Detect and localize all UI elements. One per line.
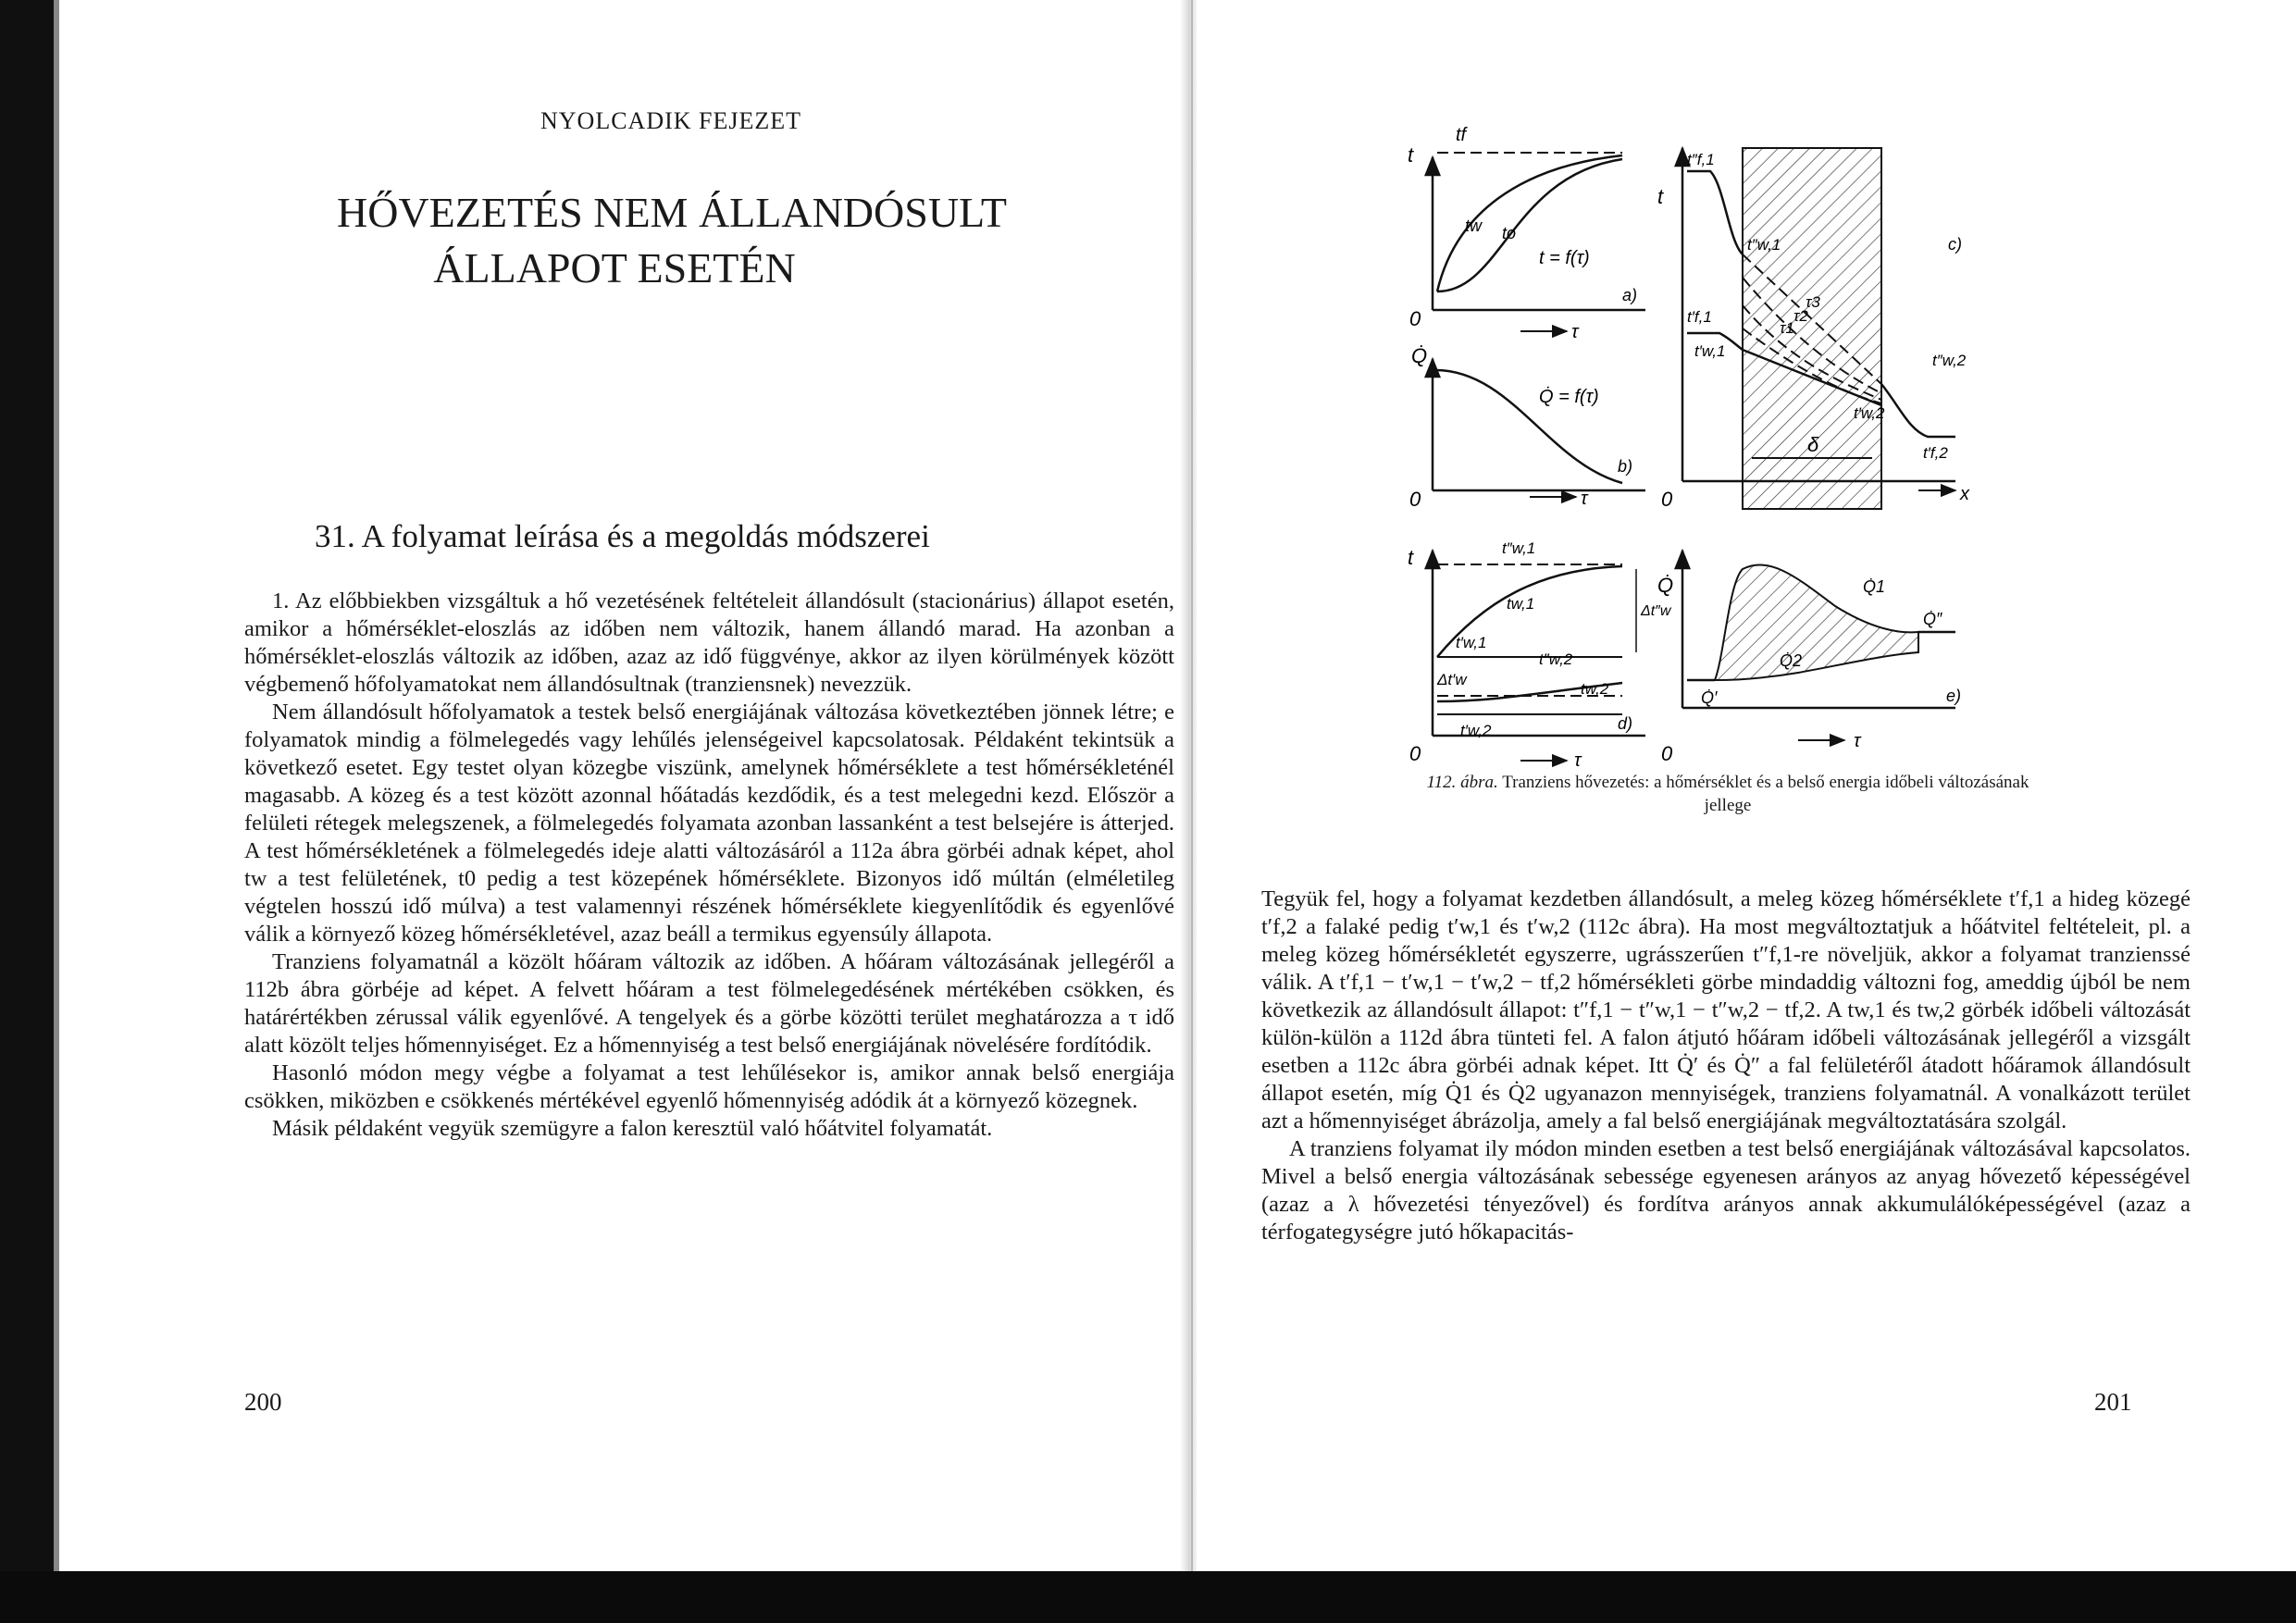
paragraph: Tegyük fel, hogy a folyamat kezdetben állandósult, a meleg közeg hőmérséklete t′f,1 a hideg közegé t′f,2 a falaké pedig t′w,1 és t′w,2 (112c ábra). Ha most megváltoztatjuk a hőátvitel feltételeit, pl. a meleg közeg hőmérsékletét egyszerre, ugrásszerűen t″f,1-re növeljük, akkor a folyamat tranzienssé válik. A t′f,1 − t′w,1 − t′w,2 − tf,2 hőmérsékleti görbe mindaddig változni fog, ameddig újból be nem következik az állandósult állapot: t″f,1 − t″w,1 − t″w,2 − tf,2. A tw,1 és tw,2 görbék időbeli változását külön-külön a 112d ábra tünteti fel. A falon átjutó hőáram időbeli változásának jellegéről a vizsgált esetben a 112c ábra görbéi adnak képet. Itt Q̇′ és Q̇″ a fal felületéről átadott hőáramok állandósult állapot esetén, míg Q̇1 és Q̇2 ugyanazon mennyiségek, tranziens folyamatnál. A vonalkázott terület azt a hőmennyiséget ábrázolja, amely a fal belső energiájának megváltoztatására szolgál. — [1261, 886, 2191, 1134]
label-c: c) — [1948, 235, 1962, 254]
book-spine-shadow — [0, 0, 54, 1623]
scan-bottom-edge — [0, 1571, 2296, 1623]
chapter-label: NYOLCADIK FEJEZET — [540, 107, 802, 134]
label-e: e) — [1946, 687, 1962, 705]
label-tf1-pp: t″f,1 — [1687, 151, 1715, 168]
label-t-d: t — [1408, 546, 1414, 569]
paragraph: 1. Az előbbiekben vizsgáltuk a hő vezetésének feltételeit állandósult (stacionárius) állapot esetén, amikor a hőmérséklet-eloszlás az időben nem változik, hanem állandó marad. Ha azonban a hőmérséklet-eloszlás változik az időben, azaz az idő függvénye, akkor az ilyen körülmények között végbemenő hőfolyamatokat nem állandósultnak (tranziensnek) nevezzük. — [244, 588, 1174, 697]
paragraph: A tranziens folyamat ily módon minden esetben a test belső energiájának változásával kapcsolatos. Mivel a belső energia változásának sebessége egyenesen arányos az anyag hővezető képességével (azaz a λ hővezetési tényezővel) és fordítva arányos annak akkumulálóképességével (azaz a térfogategységre jutó hőkapacitás- — [1261, 1136, 2191, 1245]
panel-a — [1433, 153, 1645, 331]
figure-caption — [1413, 771, 2042, 817]
label-tau3: τ3 — [1806, 293, 1820, 311]
label-tau-a: τ — [1571, 322, 1579, 342]
label-a: a) — [1622, 286, 1638, 304]
chapter-title-line-2: ÁLLAPOT ESETÉN — [433, 244, 796, 291]
label-tw2-pp: t″w,2 — [1932, 352, 1967, 369]
figure-112 — [1400, 102, 2048, 842]
tf1-pp-curve — [1687, 171, 1743, 254]
panel-c — [1682, 148, 1955, 509]
paragraph: Tranziens folyamatnál a közölt hőáram változik az időben. A hőáram változásának jellegéről a 112b ábra görbéje ad képet. A felvett hőáram a test fölmelegedésének mértékében csökken, és határértékben zérussal válik egyenlővé. A tengelyek és a görbe közötti terület meghatározza a τ idő alatt közölt teljes hőmennyiséget. Ez a hőmennyiség a test belső energiájának növelésére fordítódik. — [244, 949, 1174, 1058]
label-q1: Q̇1 — [1863, 577, 1886, 596]
label-b-function: Q̇ = f(τ) — [1539, 387, 1599, 407]
page-number-right: 201 — [2094, 1388, 2132, 1416]
label-delta-tw-p: Δt′w — [1437, 671, 1467, 688]
label-x: x — [1960, 484, 1969, 504]
label-qdot-e: Q̇ — [1657, 574, 1674, 597]
right-body-text — [1261, 886, 2191, 1246]
label-tau-e: τ — [1854, 731, 1861, 751]
label-q-double-prime: Q̇″ — [1923, 610, 1942, 628]
label-tw2-p: t′w,2 — [1854, 404, 1885, 422]
book-gutter — [1180, 0, 1197, 1571]
book-spine-edge — [54, 0, 59, 1623]
label-tf: tf — [1456, 125, 1467, 145]
gutter-line — [1191, 0, 1193, 1571]
label-zero-a: 0 — [1409, 307, 1421, 330]
label-d-tw1-p: t′w,1 — [1456, 634, 1487, 651]
chapter-title — [337, 185, 1008, 296]
tf2-curve — [1881, 384, 1955, 437]
label-d-tw2-p: t′w,2 — [1460, 722, 1492, 739]
label-d-tw2: tw,2 — [1581, 680, 1609, 698]
label-tw1-pp: t″w,1 — [1747, 236, 1781, 254]
label-tau-b: τ — [1581, 489, 1588, 509]
label-delta: δ — [1807, 433, 1819, 456]
label-tau-d: τ — [1574, 750, 1582, 771]
label-d-tw1: tw,1 — [1507, 595, 1535, 613]
figure-caption-text: Tranziens hővezetés: a hőmérséklet és a belső energia időbeli változásának jellege — [1502, 773, 2029, 815]
chapter-title-line-1: HŐVEZETÉS NEM ÁLLANDÓSULT — [337, 189, 1008, 236]
label-b: b) — [1618, 457, 1633, 476]
label-tf1-p: t′f,1 — [1687, 308, 1712, 326]
label-tw: tw — [1465, 217, 1482, 235]
paragraph: Hasonló módon megy végbe a folyamat a test lehűlésekor is, amikor annak belső energiája csökken, miközben e csökkenés mértékével egyenlő hőmennyiség adódik át a környező közegnek. — [244, 1060, 1174, 1113]
panel-e — [1682, 551, 1955, 740]
label-qdot-b: Q̇ — [1411, 344, 1428, 367]
label-q-prime: Q̇′ — [1701, 688, 1718, 707]
label-d-tw1-pp: t″w,1 — [1502, 539, 1536, 557]
figure-number: 112. ábra. — [1426, 773, 1498, 792]
label-zero-b: 0 — [1409, 488, 1421, 511]
label-zero-c: 0 — [1661, 488, 1673, 511]
label-tf2-p: t′f,2 — [1923, 444, 1948, 462]
label-tw1-p: t′w,1 — [1694, 342, 1726, 360]
page-number-left: 200 — [244, 1388, 282, 1416]
paragraph: Másik példaként vegyük szemügyre a falon keresztül való hőátvitel folyamatát. — [272, 1116, 993, 1141]
label-zero-e: 0 — [1661, 742, 1673, 765]
section-heading: 31. A folyamat leírása és a megoldás módszerei — [315, 518, 930, 554]
label-t-c: t — [1657, 185, 1664, 208]
label-tau1: τ1 — [1780, 319, 1794, 337]
label-t0: to — [1502, 224, 1517, 242]
label-a-function: t = f(τ) — [1539, 248, 1590, 268]
left-body-text — [244, 588, 1174, 1143]
label-tau2: τ2 — [1793, 307, 1808, 325]
panel-b — [1433, 359, 1645, 497]
label-d: d) — [1618, 714, 1633, 733]
energy-hatched-area — [1715, 565, 1918, 680]
label-zero-d: 0 — [1409, 742, 1421, 765]
paragraph: Nem állandósult hőfolyamatok a testek belső energiájának változása következtében jönnek létre; e folyamatok mindig a fölmelegedés vagy lehűlés jelenségeivel kapcsolatosak. Példaként tekintsük a következő esetet. Egy testet olyan közegbe viszünk, amelynek hőmérséklete a test hőmérsékleténél magasabb. A közeg és a test között azonnal hőátadás kezdődik, és a test melegedni kezd. Először a felületi rétegek melegszenek, a fölmelegedés folyamata azonban lassanként a test belsejére is átterjed. A test hőmérsékletének a fölmelegedés ideje alatti változásáról a 112a ábra görbéi adnak képet, ahol tw a test felületének, t0 pedig a test közepének hőmérséklete. Bizonyos idő múltán (elméletileg végtelen hosszú idő múlva) a test valamennyi részének hőmérséklete kiegyenlítődik és egyenlővé válik a környező közeg hőmérsékletével, azaz beáll a termikus egyensúly állapota. — [244, 700, 1174, 947]
label-d-tw2-pp: t″w,2 — [1539, 650, 1573, 668]
label-t-a: t — [1408, 143, 1414, 167]
label-q2: Q̇2 — [1780, 651, 1803, 670]
label-delta-tw-pp: Δt″w — [1641, 603, 1671, 619]
